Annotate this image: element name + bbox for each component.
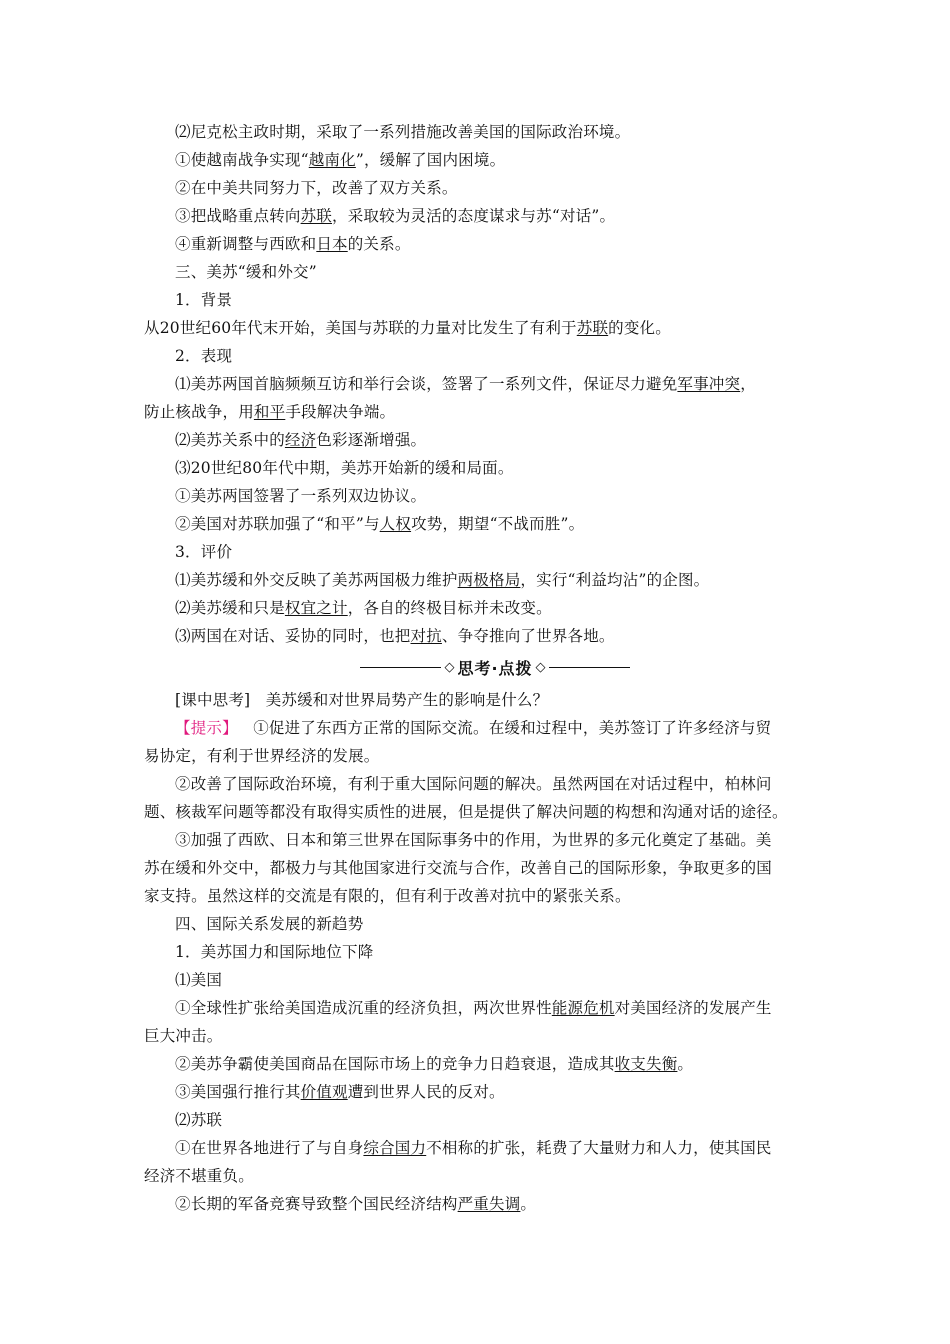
underlined-term: 苏联 bbox=[300, 207, 333, 225]
paragraph: ①使越南战争实现“越南化”，缓解了国内困境。 bbox=[175, 151, 506, 169]
underlined-term: 越南化 bbox=[308, 151, 356, 169]
underlined-term: 苏联 bbox=[576, 319, 609, 337]
paragraph: 苏在缓和外交中，都极力与其他国家进行交流与合作，改善自己的国际形象，争取更多的国 bbox=[144, 859, 773, 877]
divider-label: 思考·点拨 bbox=[457, 658, 533, 678]
paragraph: 从20世纪60年代末开始，美国与苏联的力量对比发生了有利于苏联的变化。 bbox=[144, 319, 671, 337]
subheading: 2．表现 bbox=[175, 347, 233, 365]
underlined-term: 综合国力 bbox=[363, 1139, 427, 1157]
paragraph: ②长期的军备竞赛导致整个国民经济结构严重失调。 bbox=[175, 1195, 537, 1213]
paragraph: ②在中美共同努力下，改善了双方关系。 bbox=[175, 179, 458, 197]
question-tag: [课中思考] bbox=[175, 691, 251, 709]
tip-label: 【提示】 bbox=[175, 719, 238, 737]
paragraph: ①在世界各地进行了与自身综合国力不相称的扩张，耗费了大量财力和人力，使其国民 bbox=[175, 1139, 772, 1157]
paragraph: ⑴美苏两国首脑频频互访和举行会谈，签署了一系列文件，保证尽力避免军事冲突， bbox=[175, 375, 756, 393]
underlined-term: 收支失衡 bbox=[614, 1055, 678, 1073]
paragraph: ③把战略重点转向苏联，采取较为灵活的态度谋求与苏“对话”。 bbox=[175, 207, 616, 225]
underlined-term: 人权 bbox=[379, 515, 412, 533]
subheading: ⑴美国 bbox=[175, 971, 223, 989]
paragraph: ②改善了国际政治环境，有利于重大国际问题的解决。虽然两国在对话过程中，柏林问 bbox=[175, 775, 772, 793]
tip-paragraph: 【提示】 ①促进了东西方正常的国际交流。在缓和过程中，美苏签订了许多经济与贸 bbox=[175, 719, 772, 737]
underlined-term: 军事冲突 bbox=[677, 375, 741, 393]
paragraph: ⑶两国在对话、妥协的同时，也把对抗、争夺推向了世界各地。 bbox=[175, 627, 615, 645]
divider-line bbox=[360, 667, 441, 668]
divider-line bbox=[549, 667, 630, 668]
subheading: 1．美苏国力和国际地位下降 bbox=[175, 943, 374, 961]
question-text: 美苏缓和对世界局势产生的影响是什么？ bbox=[265, 691, 549, 709]
paragraph: ③美国强行推行其价值观遭到世界人民的反对。 bbox=[175, 1083, 505, 1101]
paragraph: ②美国对苏联加强了“和平”与人权攻势，期望“不战而胜”。 bbox=[175, 515, 585, 533]
paragraph: 家支持。虽然这样的交流是有限的，但有利于改善对抗中的紧张关系。 bbox=[144, 887, 631, 905]
diamond-icon: ◇ bbox=[444, 659, 455, 675]
underlined-term: 价值观 bbox=[300, 1083, 348, 1101]
paragraph: 经济不堪重负。 bbox=[144, 1167, 254, 1185]
subheading: 1．背景 bbox=[175, 291, 233, 309]
section-heading: 四、国际关系发展的新趋势 bbox=[175, 915, 364, 933]
paragraph: ④重新调整与西欧和日本的关系。 bbox=[175, 235, 411, 253]
paragraph: 易协定，有利于世界经济的发展。 bbox=[144, 747, 380, 765]
paragraph: 防止核战争，用和平手段解决争端。 bbox=[144, 403, 396, 421]
section-divider bbox=[360, 657, 630, 677]
paragraph: ⑵美苏缓和只是权宜之计，各自的终极目标并未改变。 bbox=[175, 599, 552, 617]
diamond-icon: ◇ bbox=[535, 659, 546, 675]
paragraph: ⑵尼克松主政时期，采取了一系列措施改善美国的国际政治环境。 bbox=[175, 123, 631, 141]
paragraph: ③加强了西欧、日本和第三世界在国际事务中的作用，为世界的多元化奠定了基础。美 bbox=[175, 831, 772, 849]
question bbox=[175, 690, 825, 710]
underlined-term: 对抗 bbox=[410, 627, 442, 645]
paragraph: ⑶20世纪80年代中期，美苏开始新的缓和局面。 bbox=[175, 459, 514, 477]
paragraph: ⑴美苏缓和外交反映了美苏两国极力维护两极格局，实行“利益均沾”的企图。 bbox=[175, 571, 710, 589]
underlined-term: 权宜之计 bbox=[284, 599, 348, 617]
paragraph: ①美苏两国签署了一系列双边协议。 bbox=[175, 487, 427, 505]
underlined-term: 两极格局 bbox=[457, 571, 521, 589]
paragraph: ⑵美苏关系中的经济色彩逐渐增强。 bbox=[175, 431, 427, 449]
paragraph: 巨大冲击。 bbox=[144, 1027, 223, 1045]
underlined-term: 和平 bbox=[253, 403, 286, 421]
paragraph: ①全球性扩张给美国造成沉重的经济负担，两次世界性能源危机对美国经济的发展产生 bbox=[175, 999, 772, 1017]
paragraph: 题、核裁军问题等都没有取得实质性的进展，但是提供了解决问题的构想和沟通对话的途径。 bbox=[144, 803, 788, 821]
underlined-term: 经济 bbox=[284, 431, 317, 449]
underlined-term: 能源危机 bbox=[551, 999, 615, 1017]
paragraph: ②美苏争霸使美国商品在国际市场上的竞争力日趋衰退，造成其收支失衡。 bbox=[175, 1055, 694, 1073]
underlined-term: 日本 bbox=[316, 235, 348, 253]
underlined-term: 严重失调 bbox=[457, 1195, 521, 1213]
section-heading: 三、美苏“缓和外交” bbox=[175, 263, 317, 281]
subheading: ⑵苏联 bbox=[175, 1111, 223, 1129]
subheading: 3．评价 bbox=[175, 543, 233, 561]
